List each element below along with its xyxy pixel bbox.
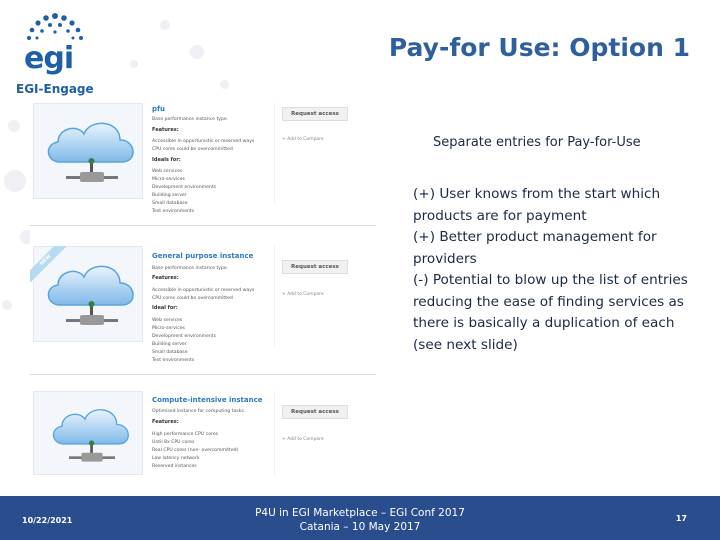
footer-event-line: Catania – 10 May 2017 [299,521,421,533]
bullet-item: (+) User knows from the start which products are for payment [413,186,661,224]
page-number: 17 [675,514,687,523]
product-name[interactable]: General purpose instance [152,252,254,260]
product-detail-line: High performance CPU cores [152,432,219,437]
add-to-compare-link[interactable]: + Add to Compare [282,137,324,142]
footer-event [230,506,490,534]
product-detail-line: CPU cores could be overcommitted [152,147,233,152]
product-thumbnail [33,391,143,475]
product-card-pfu [30,103,380,223]
product-name[interactable]: Compute-intensive instance [152,396,263,404]
product-detail-heading: Features: [152,275,179,281]
footer-bar [0,496,720,540]
add-to-compare-link[interactable]: + Add to Compare [282,292,324,297]
product-detail-line: Real CPU cores (non- overcommitted) [152,448,239,453]
product-detail-line: Building server [152,342,187,347]
product-detail-line: Small database [152,201,188,206]
request-access-button[interactable]: Request access [282,405,348,419]
product-detail-line: Base performance instance type. [152,117,229,122]
product-detail-line: Accessible in opportunistic or reserved ways [152,139,255,144]
product-detail-line: Micro-services [152,326,185,331]
logo-dots-icon [26,12,84,42]
request-access-button[interactable]: Request access [282,260,348,274]
product-detail-heading: Ideal for: [152,305,178,311]
product-detail-line: Building server [152,193,187,198]
cloud-server-icon [40,398,144,474]
product-detail-line: Test environments [152,358,195,363]
footer-date: 10/22/2021 [22,516,73,525]
request-access-button[interactable]: Request access [282,107,348,121]
product-detail-line: Optimised instance for computing tasks. [152,409,246,414]
product-name[interactable]: pfu [152,105,166,113]
product-detail-line: Low latency network [152,456,200,461]
product-detail-line: Accessible in opportunistic or reserved ways [152,288,255,293]
product-detail-line: Small database [152,350,188,355]
add-to-compare-link[interactable]: + Add to Compare [282,437,324,442]
product-detail-line: Web services [152,318,183,323]
new-badge: NEW [30,246,68,284]
product-detail-line: Reserved instances [152,464,197,469]
bullet-list [413,184,698,356]
slide-subtitle: Separate entries for Pay-for-Use [433,135,641,150]
product-detail-heading: Features: [152,127,179,133]
bullet-item: (+) Better product management for providers [413,229,657,267]
slide-title: Pay-for Use: Option 1 [388,33,690,62]
product-detail-line: Development environments [152,334,217,339]
cloud-server-icon [40,110,144,196]
product-detail-line: CPU cores could be overcommitted [152,296,233,301]
footer-event-line: P4U in EGI Marketplace – EGI Conf 2017 [255,507,465,519]
product-card-compute-intensive [30,391,380,511]
egi-logo [10,12,100,96]
bullet-item: (-) Potential to blow up the list of entries reducing the ease of finding services as there is basically a duplication of each (see next slide) [413,272,688,353]
logo-subtitle: EGI-Engage [16,82,94,96]
product-detail-line: Until 8x CPU cores [152,440,195,445]
product-detail-line: Development environments [152,185,217,190]
marketplace-screenshot [30,103,380,475]
product-card-general-purpose [30,246,380,366]
product-detail-line: Base performance instance type. [152,266,229,271]
product-detail-heading: Ideals for: [152,157,181,163]
product-detail-heading: Features: [152,419,179,425]
product-detail-line: Test environments [152,209,195,214]
logo-wordmark: egi [24,41,74,76]
product-detail-line: Web services [152,169,183,174]
product-thumbnail [33,103,143,199]
product-detail-line: Micro-services [152,177,185,182]
